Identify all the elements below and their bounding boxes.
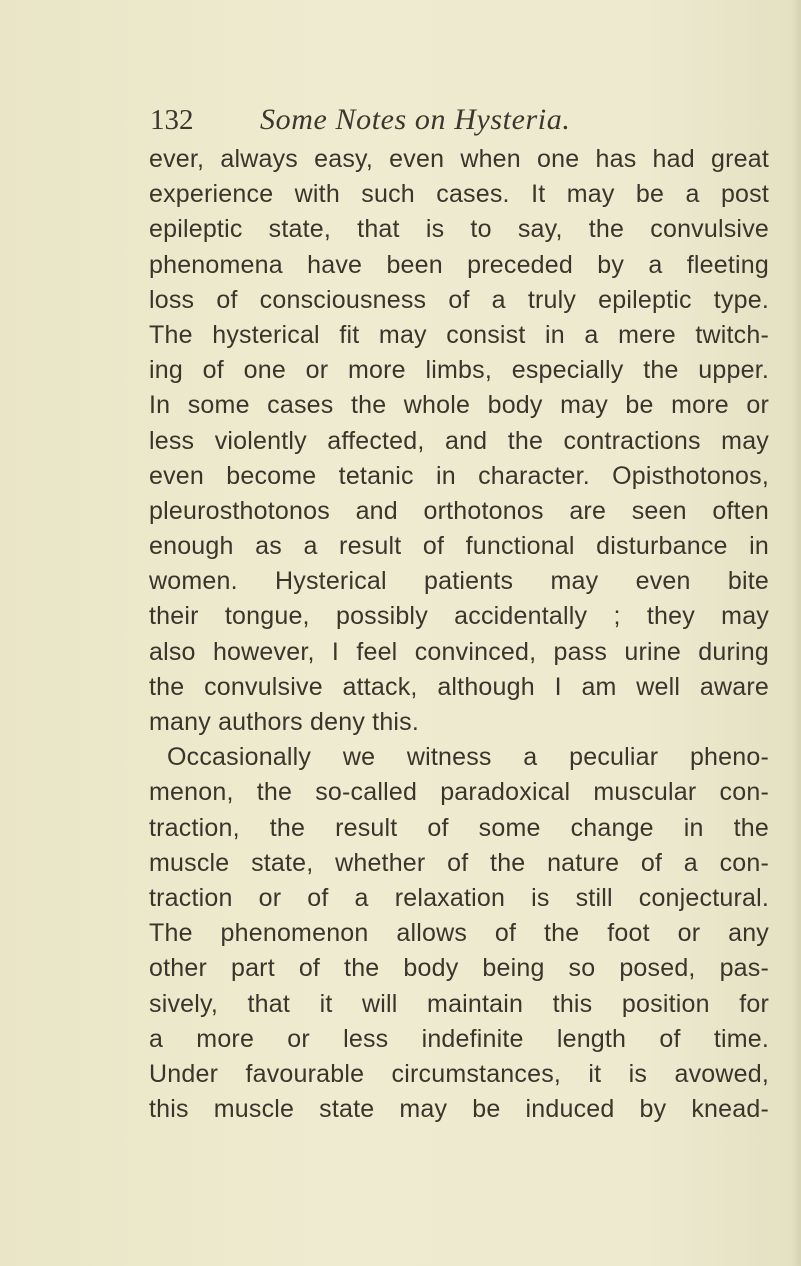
text-line: The hysterical fit may consist in a mere twitch- [149,320,769,349]
text-line: their tongue, possibly accidentally ; they may [149,602,769,631]
text-line: also however, I feel convinced, pass urine during [149,637,769,666]
page-number: 132 [150,104,194,136]
text-line: a more or less indefinite length of time. [149,1024,769,1053]
text-line: traction or of a relaxation is still conjectural. [149,883,769,912]
text-line: other part of the body being so posed, pas- [149,954,769,983]
text-line: sively, that it will maintain this position for [149,989,769,1018]
text-line: pleurosthotonos and orthotonos are seen often [149,496,769,525]
text-line: traction, the result of some change in the [149,813,769,842]
text-line: phenomena have been preceded by a fleeting [149,250,769,279]
text-line: The phenomenon allows of the foot or any [149,919,769,948]
text-line: even become tetanic in character. Opisthotonos, [149,461,769,490]
text-line: menon, the so-called paradoxical muscular con- [149,778,769,807]
text-line: ever, always easy, even when one has had great [149,145,769,173]
text-line: experience with such cases. It may be a post [149,180,769,209]
text-line: In some cases the whole body may be more or [149,391,769,420]
text-line: this muscle state may be induced by knead- [149,1095,769,1124]
text-line: enough as a result of functional disturbance in [149,532,769,561]
body-text [149,142,769,1127]
running-title: Some Notes on Hysteria. [260,103,571,136]
text-line: the convulsive attack, although I am well aware [149,672,769,701]
text-line: ing of one or more limbs, especially the upper. [149,356,769,385]
page-edge-shadow [791,0,801,1266]
text-line: loss of consciousness of a truly epileptic type. [149,285,769,314]
text-line: less violently affected, and the contractions may [149,426,769,455]
text-line: women. Hysterical patients may even bite [149,567,769,596]
running-header [150,103,570,143]
text-line: Under favourable circumstances, it is avowed, [149,1059,769,1088]
text-line: epileptic state, that is to say, the convulsive [149,215,769,244]
text-line: muscle state, whether of the nature of a con- [149,848,769,877]
text-line: many authors deny this. [149,708,420,736]
paragraph-start-line: Occasionally we witness a peculiar pheno- [167,743,769,772]
